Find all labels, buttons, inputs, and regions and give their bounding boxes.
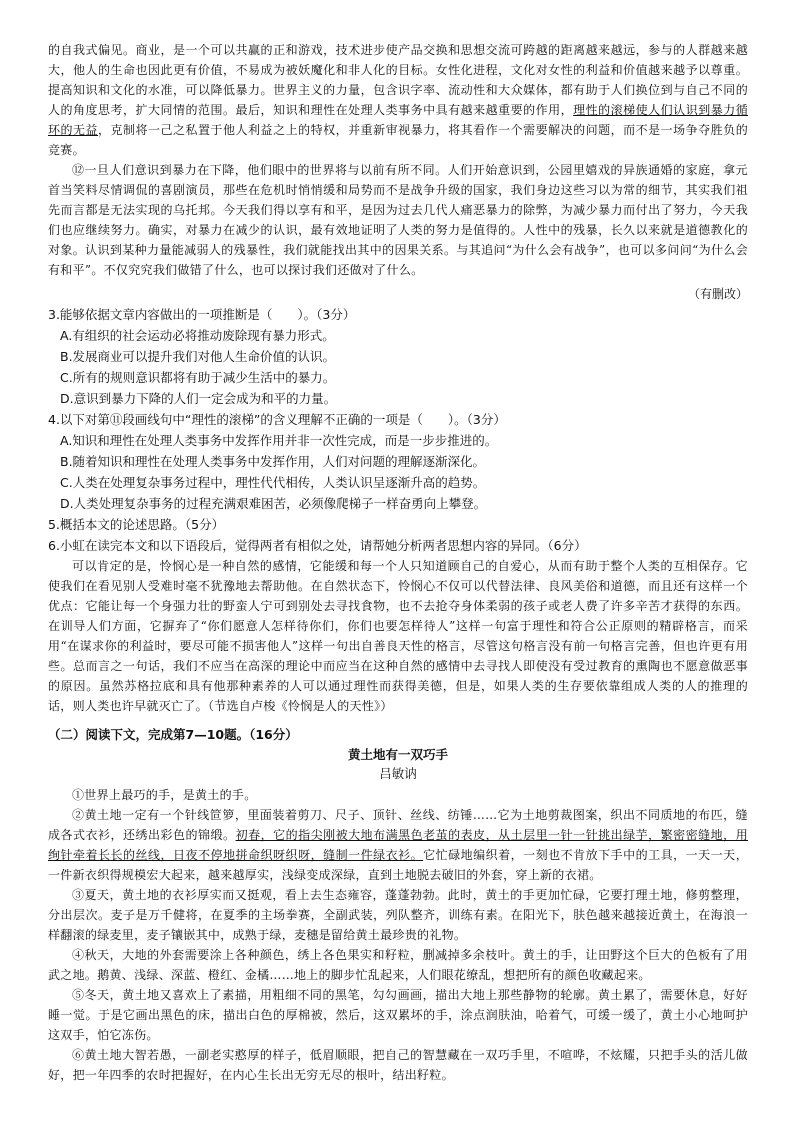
section-2-heading: （二）阅读下文，完成第7—10题。（16分）	[48, 727, 298, 742]
question-3-stem: 3.能够依据文章内容做出的一项推断是（ ）。（3分）	[48, 307, 356, 322]
para11-underlined-sentence: 理性的滚梯使人们认识到暴力循环的无益	[48, 103, 749, 137]
p2-text: ②黄土地一定有一个针线笸箩，里面装着剪刀、尺子、顶针、丝线、纺锤……它为土地剪裁图案，织出不同质地的布匹，缝成各式衣衫，还绣出彩色的锦缎。	[48, 808, 748, 842]
article-paragraph-1: ①世界上最巧的手，是黄土的手。	[72, 788, 257, 802]
question-5-stem: 5.概括本文的论述思路。（5分）	[48, 517, 225, 532]
exam-page	[48, 40, 748, 1085]
question-3-option-b[interactable]: B.发展商业可以提升我们对他人生命价值的认识。	[60, 349, 336, 364]
article-paragraph-3: ③夏天，黄土地的衣衫厚实而又挺观，看上去生态雍容，蓬蓬勃勃。此时，黄土的手更加忙碌，它要打理土地，修剪整理，分出层次。麦子是万千健将，在夏季的主场拳赛，全副武装，列队整齐，训练有素。在阳光下，肤色越来越接近黄土，在海浪一样翻滚的绿麦里，麦子镶嵌其中，成熟于绿，麦穗是留给黄土最珍贵的礼物。	[48, 888, 748, 942]
p2-underlined-sentence: 初春，它的指尖刚被大地布满黑色老茧的表皮，从土层里一针一针挑出绿芋，繁密密缝地，用绚针牵着长长的丝线，日夜不停地拼命织呀织呀，缝制一件绿衣衫。	[48, 828, 748, 862]
article-author: 吕敏讷	[379, 766, 417, 781]
para11-text: 的自我式偏见。商业，是一个可以共赢的正和游戏，技术进步使产品交换和思想交流可跨越的距离越来越远，参与的人群越来越大，他人的生命也因此更有价值，不易成为被妖魔化和非人化的目标。女性化进程，文化对女性的利益和价值越来越予以尊重。提高知识和文化的水准，可以降低暴力。世界主义的力量，包含识字率、流动性和大众媒体，都有助于人们换位到与自己不同的人的角度思考，扩大同情的范围。最后，知识和理性在处理人类事务中具有越来越重要的作用，	[48, 43, 748, 117]
question-4-option-d[interactable]: D.人类处理复杂事务的过程充满艰难困苦，必须像爬梯子一样奋勇向上攀登。	[60, 496, 487, 511]
p2-text-end: 它忙碌地编织着，一刻也不肯放下手中的工具，一天一天，一件新衣织得规模宏大起来，越来越厚实，浅绿变成深绿，直到土地脱去破旧的外套，穿上新的衣裙。	[48, 848, 748, 882]
article-paragraph-6: ⑥黄土地大智若愚，一副老实憨厚的样子，低眉顺眼，把自己的智慧藏在一双巧手里，不喧哗，不炫耀，只把手头的活儿做好，把一年四季的农时把握好，在内心生长出无穷无尽的根叶，结出籽粒。	[48, 1048, 748, 1082]
essay-paragraph-11	[48, 40, 748, 160]
question-6-passage: 可以肯定的是，怜悯心是一种自然的感情，它能缓和每一个人只知道顾自己的自爱心，从而有助于整个人类的互相保存。它使我们在看见别人受难时毫不犹豫地去帮助他。在自然状态下，怜悯心不仅可以代替法律、良风美俗和道德，而且还有这样一个优点：它能让每一个身强力壮的野蛮人宁可到别处去寻找食物，也不去抢夺身体柔弱的孩子或老人费了许多辛苦才获得的东西。在训导人们方面，它摒弃了“你们愿意人怎样待你们，你们也要怎样待人”这样一句富于理性和符合公正原则的精辟格言，而采用“在谋求你的利益时，要尽可能不损害他人”这样一句出自善良天性的格言，尽管这句格言没有前一句格言完善，但也许更有用些。总而言之一句话，我们不应当在高深的理论中而应当在这种自然的感情中去寻找人即使没有受过教育的熏陶也不愿意做恶事的原因。虽然苏格拉底和具有他那种素养的人可以通过理性而获得美德，但是，如果人类的生存要依靠组成人类的人的推理的话，则人类也许早就灭亡了。（节选自卢梭《怜悯是人的天性》）	[48, 559, 748, 713]
question-4-stem: 4.以下对第⑪段画线句中“理性的滚梯”的含义理解不正确的一项是（ ）。（3分）	[48, 412, 506, 427]
question-3-option-a[interactable]: A.有组织的社会运动必将推动废除现有暴力形式。	[60, 328, 335, 343]
article-paragraph-2	[48, 805, 748, 885]
article-paragraph-4: ④秋天，大地的外套需要涂上各种颜色，绣上各色果实和籽粒，删减掉多余枝叶。黄土的手，让田野这个巨大的色板有了用武之地。鹅黄、浅绿、深蓝、橙红、金橘……地上的脚步忙乱起来，人们眼花缭乱，想把所有的颜色收藏起来。	[48, 948, 748, 982]
question-3-option-c[interactable]: C.所有的规则意识都将有助于减少生活中的暴力。	[60, 370, 336, 385]
question-4-option-b[interactable]: B.随着知识和理性在处理人类事务中发挥作用，人们对问题的理解逐渐深化。	[60, 454, 486, 469]
article-paragraph-5: ⑤冬天，黄土地又喜欢上了素描，用粗细不同的黑笔，勾勾画画，描出大地上那些静物的轮廓。黄土累了，需要休息，好好睡一觉。于是它画出黑色的床，描出白色的厚棉被，然后，这双累坏的手，涂点润肤油，哈着气，可缓一缓了，黄土小心地呵护这双手，怕它冻伤。	[48, 988, 748, 1042]
article-title: 黄土地有一双巧手	[347, 747, 448, 762]
question-3-option-d[interactable]: D.意识到暴力下降的人们一定会成为和平的力量。	[60, 391, 337, 406]
para11-text-end: ，克制将一己之私置于他人利益之上的特权，并重新审视暴力，将其看作一个需要解决的问题，而不是一场争夺胜负的竞赛。	[48, 123, 748, 157]
source-note: （有删改）	[687, 287, 748, 301]
question-4-option-c[interactable]: C.人类在处理复杂事务过程中，理性代代相传，人类认识呈逐渐升高的趋势。	[60, 475, 486, 490]
essay-paragraph-12: ⑫一旦人们意识到暴力在下降，他们眼中的世界将与以前有所不同。人们开始意识到，公园里嬉戏的异族通婚的家庭，拿元首当笑料尽情调侃的喜剧演员，那些在危机时悄悄缓和局势而不是战争升级的国家，我们身边这些习以为常的细节，其实我们祖先而言都是无法实现的乌托邦。今天我们得以享有和平，是因为过去几代人痛恶暴力的除弊，为减少暴力而付出了努力，今天我们也应继续努力。确实，对暴力在减少的认识，最有效地证明了人类的努力是值得的。人性中的残暴，长久以来就是道德教化的对象。认识到某种力量能减弱人的残暴性，我们就能找出其中的因果关系。与其追问“为什么会有战争”，也可以多问问“为什么会有和平”。不仅究究我们做错了什么，也可以探讨我们还做对了什么。	[48, 163, 748, 277]
question-4-option-a[interactable]: A.知识和理性在处理人类事务中发挥作用并非一次性完成，而是一步步推进的。	[60, 433, 498, 448]
question-6-stem: 6.小虹在读完本文和以下语段后，觉得两者有相似之处，请帮她分析两者思想内容的异同。（6分）	[48, 538, 587, 553]
